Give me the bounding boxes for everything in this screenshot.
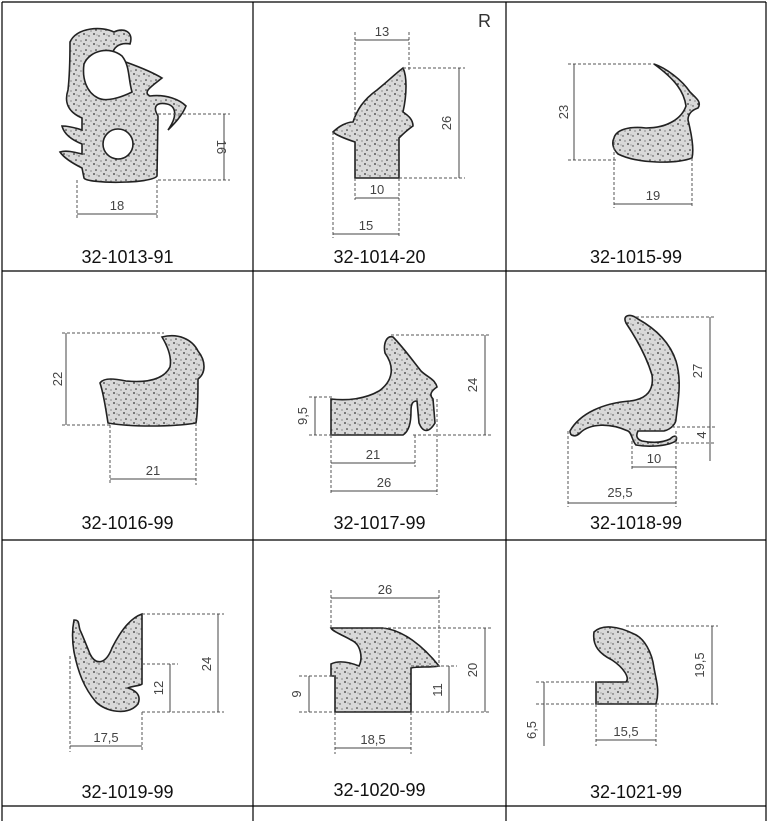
dim-label: 13 xyxy=(374,24,390,39)
profile-code: 32-1013-91 xyxy=(81,247,174,267)
profile-drawing-1018 xyxy=(506,271,766,540)
dim-label: 9,5 xyxy=(295,406,310,426)
profile-drawing-1013 xyxy=(2,2,253,271)
profile-drawing-1016 xyxy=(2,271,253,540)
dim-label: 9 xyxy=(289,690,304,698)
profile-code: 32-1019-99 xyxy=(81,782,174,802)
profile-drawing-1015 xyxy=(506,2,766,271)
dim-label: 11 xyxy=(430,683,445,697)
dim-label: 18 xyxy=(109,198,125,213)
dim-label: 26 xyxy=(376,475,392,490)
dim-label: 10 xyxy=(646,451,662,466)
dim-label: 23 xyxy=(556,104,571,120)
dim-label: 17,5 xyxy=(93,730,119,745)
profile-cell-1015 xyxy=(506,2,766,271)
profile-code: 32-1018-99 xyxy=(589,513,683,533)
profile-code: 32-1015-99 xyxy=(589,247,683,267)
profile-code: 32-1016-99 xyxy=(81,513,174,533)
profile-drawing-1021 xyxy=(506,540,766,806)
dim-label: 26 xyxy=(439,115,454,131)
dim-label: 20 xyxy=(465,662,480,678)
profile-cell-1013 xyxy=(2,2,253,271)
dim-label: 15 xyxy=(358,218,374,233)
dim-label: 24 xyxy=(465,377,480,393)
dim-label: 19,5 xyxy=(692,652,707,678)
profile-drawing-1014 xyxy=(253,2,506,271)
profile-code: 32-1021-99 xyxy=(589,782,683,802)
profile-code: 32-1020-99 xyxy=(333,780,426,800)
dim-label: 6,5 xyxy=(524,720,539,740)
profile-cell-1014 xyxy=(253,2,506,271)
dim-label: 25,5 xyxy=(607,485,633,500)
corner-mark: R xyxy=(478,11,491,31)
profile-cell-1018 xyxy=(506,271,766,540)
dim-label: 21 xyxy=(145,463,161,478)
dim-label: 18,5 xyxy=(360,732,386,747)
dim-label: 19 xyxy=(645,188,661,203)
dim-label: 22 xyxy=(50,371,65,387)
dim-label: 21 xyxy=(365,447,381,462)
dim-label: 26 xyxy=(377,582,393,597)
profile-code: 32-1014-20 xyxy=(333,247,426,267)
profile-cell-1020 xyxy=(253,540,506,806)
dim-label: 10 xyxy=(369,182,385,197)
dim-label: 4 xyxy=(694,431,709,439)
profile-drawing-1017 xyxy=(253,271,506,540)
profile-cell-1021 xyxy=(506,540,766,806)
dim-label: 27 xyxy=(690,363,705,379)
profile-drawing-1020 xyxy=(253,540,506,806)
profile-cell-1019 xyxy=(2,540,253,806)
profile-cell-1016 xyxy=(2,271,253,540)
profile-code: 32-1017-99 xyxy=(333,513,426,533)
dim-label: 24 xyxy=(199,656,214,672)
dim-label: 15,5 xyxy=(613,724,639,739)
dim-label: 12 xyxy=(151,680,166,696)
dim-label: 16 xyxy=(214,139,229,155)
profile-cell-1017 xyxy=(253,271,506,540)
profile-drawing-1019 xyxy=(2,540,253,806)
